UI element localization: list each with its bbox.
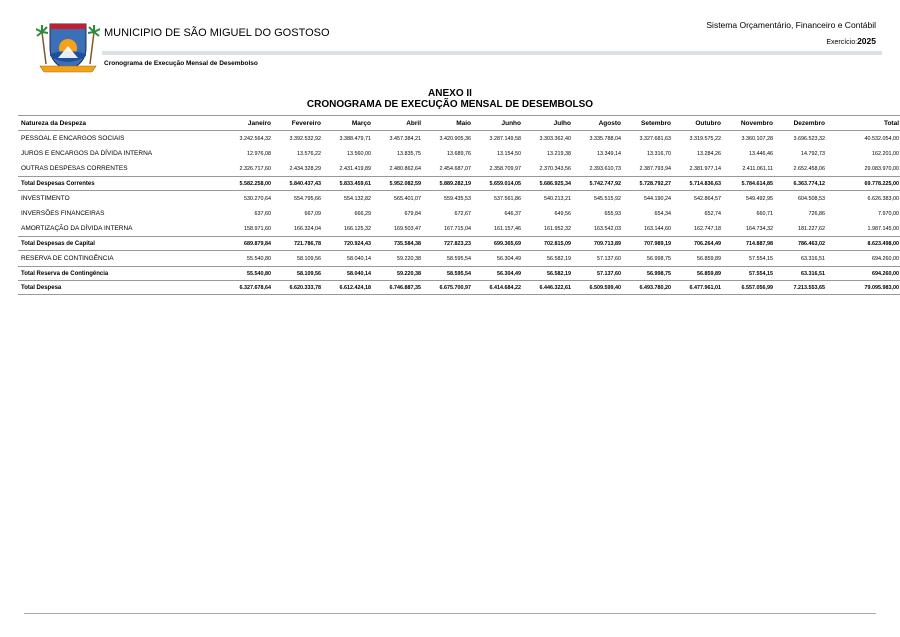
- subtotal-row: [18, 267, 900, 281]
- table-cell: 55.540,80: [218, 267, 274, 281]
- column-header: Maio: [424, 116, 474, 131]
- column-header: Total: [828, 116, 900, 131]
- table-cell: 5.784.614,85: [724, 177, 776, 191]
- table-cell: 162.201,00: [872, 150, 899, 157]
- row-label: OUTRAS DESPESAS CORRENTES: [21, 165, 128, 172]
- table-cell: 7.213.553,65: [776, 281, 828, 295]
- table-cell: 162.747,18: [694, 225, 721, 232]
- table-cell: 56.998,75: [647, 255, 671, 262]
- table-cell: 58.109,56: [297, 255, 321, 262]
- table-cell: 13.349,14: [597, 150, 621, 157]
- table-cell: 5.714.836,63: [674, 177, 724, 191]
- subtotal-row: [18, 177, 900, 191]
- table-cell: 537.561,86: [494, 195, 521, 202]
- column-header: Agosto: [574, 116, 624, 131]
- row-label: PESSOAL E ENCARGOS SOCIAIS: [21, 135, 125, 142]
- column-header: Outubro: [674, 116, 724, 131]
- table-cell: 6.620.333,78: [274, 281, 324, 295]
- table-cell: 666,29: [354, 210, 371, 217]
- table-cell: 59.220,38: [374, 267, 424, 281]
- table-cell: 679,84: [404, 210, 421, 217]
- table-cell: 542.864,57: [694, 195, 721, 202]
- table-cell: 56.859,89: [697, 255, 721, 262]
- table-cell: 12.976,08: [247, 150, 271, 157]
- table-cell: 58.595,54: [424, 267, 474, 281]
- row-label: AMORTIZAÇÃO DA DÍVIDA INTERNA: [21, 225, 133, 232]
- table-cell: 167.715,04: [444, 225, 471, 232]
- table-cell: 57.137,60: [597, 255, 621, 262]
- table-cell: 540.213,21: [544, 195, 571, 202]
- table-cell: 2.480.862,64: [389, 165, 421, 172]
- table-cell: 13.560,00: [347, 150, 371, 157]
- table-cell: 2.454.687,07: [439, 165, 471, 172]
- table-cell: 3.696.523,32: [793, 135, 825, 142]
- table-cell: 6.626.383,00: [867, 195, 899, 202]
- row-label: Total Despesas de Capital: [18, 237, 218, 251]
- table-cell: 56.304,49: [474, 267, 524, 281]
- table-cell: 637,60: [254, 210, 271, 217]
- table-cell: 181.227,62: [798, 225, 825, 232]
- subtotal-row: [18, 281, 900, 295]
- table-cell: 3.457.384,21: [389, 135, 421, 142]
- column-header: Setembro: [624, 116, 674, 131]
- table-cell: 3.242.564,32: [239, 135, 271, 142]
- table-cell: 166.324,04: [294, 225, 321, 232]
- table-cell: 163.542,03: [594, 225, 621, 232]
- table-cell: 6.446.322,61: [524, 281, 574, 295]
- table-cell: 3.303.362,40: [539, 135, 571, 142]
- table-cell: 5.952.082,59: [374, 177, 424, 191]
- table-cell: 2.434.328,29: [289, 165, 321, 172]
- row-label: RESERVA DE CONTINGÊNCIA: [21, 255, 114, 262]
- table-cell: 58.109,56: [274, 267, 324, 281]
- table-cell: 2.326.717,60: [239, 165, 271, 172]
- table-cell: 6.327.678,64: [218, 281, 274, 295]
- table-cell: 63.316,51: [801, 255, 825, 262]
- table-cell: 13.154,50: [497, 150, 521, 157]
- table-cell: 2.387.793,94: [639, 165, 671, 172]
- table-row: [18, 161, 900, 177]
- table-cell: 2.358.709,97: [489, 165, 521, 172]
- exercise-value: 2025: [857, 36, 876, 46]
- municipal-crest-logo: [36, 18, 100, 74]
- table-cell: 13.446,46: [749, 150, 773, 157]
- table-cell: 57.554,15: [749, 255, 773, 262]
- table-header-row: [18, 116, 900, 131]
- table-cell: 554.132,82: [344, 195, 371, 202]
- table-cell: 559.435,53: [444, 195, 471, 202]
- table-cell: 1.987.145,00: [867, 225, 899, 232]
- table-cell: 57.554,15: [724, 267, 776, 281]
- table-cell: 5.889.282,19: [424, 177, 474, 191]
- document-title: CRONOGRAMA DE EXECUÇÃO MENSAL DE DESEMBOLSO: [306, 99, 594, 110]
- disbursement-schedule-table: [18, 115, 900, 295]
- table-cell: 169.503,47: [394, 225, 421, 232]
- table-cell: 2.381.977,14: [689, 165, 721, 172]
- table-cell: 79.095.983,00: [828, 281, 900, 295]
- table-cell: 2.652.458,06: [793, 165, 825, 172]
- table-cell: 166.125,32: [344, 225, 371, 232]
- table-cell: 726,86: [808, 210, 825, 217]
- table-cell: 655,93: [604, 210, 621, 217]
- table-cell: 2.393.610,73: [589, 165, 621, 172]
- column-header: Julho: [524, 116, 574, 131]
- table-row: [18, 131, 900, 147]
- table-cell: 3.392.532,92: [289, 135, 321, 142]
- table-cell: 565.401,07: [394, 195, 421, 202]
- table-cell: 6.477.961,01: [674, 281, 724, 295]
- table-cell: 5.582.258,00: [218, 177, 274, 191]
- table-cell: 544.190,24: [644, 195, 671, 202]
- table-row: [18, 221, 900, 237]
- table-cell: 13.219,38: [547, 150, 571, 157]
- table-cell: 58.040,14: [324, 267, 374, 281]
- table-cell: 699.365,69: [474, 237, 524, 251]
- table-cell: 3.335.788,04: [589, 135, 621, 142]
- system-name: Sistema Orçamentário, Financeiro e Contábil: [706, 20, 876, 30]
- table-cell: 2.370.343,56: [539, 165, 571, 172]
- table-cell: 652,74: [704, 210, 721, 217]
- table-cell: 56.582,19: [547, 255, 571, 262]
- table-cell: 3.420.905,36: [439, 135, 471, 142]
- table-cell: 549.492,95: [746, 195, 773, 202]
- column-header: Janeiro: [218, 116, 274, 131]
- subtotal-row: [18, 237, 900, 251]
- table-cell: 5.728.792,27: [624, 177, 674, 191]
- table-cell: 55.540,80: [247, 255, 271, 262]
- table-cell: 721.786,78: [274, 237, 324, 251]
- column-header: Natureza da Despeza: [18, 116, 218, 131]
- table-cell: 58.040,14: [347, 255, 371, 262]
- table-cell: 5.833.459,61: [324, 177, 374, 191]
- table-cell: 163.144,60: [644, 225, 671, 232]
- table-cell: 694.260,00: [828, 267, 900, 281]
- footer-divider: [24, 613, 876, 614]
- table-cell: 6.557.056,99: [724, 281, 776, 295]
- table-cell: 6.675.700,97: [424, 281, 474, 295]
- table-cell: 720.924,43: [324, 237, 374, 251]
- table-cell: 735.584,38: [374, 237, 424, 251]
- table-cell: 5.742.747,92: [574, 177, 624, 191]
- table-cell: 654,34: [654, 210, 671, 217]
- table-cell: 5.659.014,05: [474, 177, 524, 191]
- table-cell: 8.623.498,00: [828, 237, 900, 251]
- table-row: [18, 191, 900, 207]
- row-label: INVESTIMENTO: [21, 195, 70, 202]
- table-cell: 6.746.887,35: [374, 281, 424, 295]
- table-cell: 158.971,60: [244, 225, 271, 232]
- table-cell: 13.576,22: [297, 150, 321, 157]
- table-cell: 69.778.225,00: [828, 177, 900, 191]
- column-header: Abril: [374, 116, 424, 131]
- table-cell: 702.815,09: [524, 237, 574, 251]
- table-cell: 7.970,00: [878, 210, 899, 217]
- table-cell: 56.582,19: [524, 267, 574, 281]
- table-cell: 2.431.419,89: [339, 165, 371, 172]
- table-cell: 13.835,75: [397, 150, 421, 157]
- table-cell: 554.795,66: [294, 195, 321, 202]
- table-cell: 694.260,00: [872, 255, 899, 262]
- column-header: Junho: [474, 116, 524, 131]
- table-cell: 13.284,26: [697, 150, 721, 157]
- column-header: Março: [324, 116, 374, 131]
- table-cell: 727.823,23: [424, 237, 474, 251]
- row-label: JUROS E ENCARGOS DA DÍVIDA INTERNA: [21, 150, 153, 157]
- table-cell: 2.411.061,11: [742, 165, 773, 172]
- table-cell: 6.509.599,40: [574, 281, 624, 295]
- table-cell: 5.840.437,43: [274, 177, 324, 191]
- table-row: [18, 146, 900, 161]
- table-cell: 63.316,51: [776, 267, 828, 281]
- table-cell: 29.083.970,00: [864, 165, 899, 172]
- exercise-year: [826, 36, 876, 46]
- table-cell: 3.319.575,22: [689, 135, 721, 142]
- table-cell: 3.360.107,28: [741, 135, 773, 142]
- column-header: Novembro: [724, 116, 776, 131]
- table-cell: 3.388.479,71: [339, 135, 371, 142]
- table-cell: 660,71: [756, 210, 773, 217]
- table-cell: 714.887,98: [724, 237, 776, 251]
- table-cell: 6.493.780,20: [624, 281, 674, 295]
- table-cell: 649,56: [554, 210, 571, 217]
- table-cell: 689.879,84: [218, 237, 274, 251]
- row-label: Total Reserva de Contingência: [18, 267, 218, 281]
- report-header: [0, 0, 900, 70]
- table-cell: 709.713,89: [574, 237, 624, 251]
- table-cell: 59.220,38: [397, 255, 421, 262]
- table-cell: 56.304,49: [497, 255, 521, 262]
- table-cell: 3.287.149,58: [489, 135, 521, 142]
- table-row: [18, 206, 900, 221]
- table-cell: 164.734,32: [746, 225, 773, 232]
- table-cell: 14.792,73: [801, 150, 825, 157]
- table-row: [18, 251, 900, 267]
- column-header: Fevereiro: [274, 116, 324, 131]
- column-header: Dezembro: [776, 116, 828, 131]
- report-name: Cronograma de Execução Mensal de Desembolso: [104, 60, 258, 67]
- table-cell: 604.508,53: [798, 195, 825, 202]
- table-cell: 3.327.681,63: [639, 135, 671, 142]
- table-cell: 646,37: [504, 210, 521, 217]
- table-cell: 6.612.424,18: [324, 281, 374, 295]
- table-cell: 6.363.774,12: [776, 177, 828, 191]
- table-cell: 56.859,89: [674, 267, 724, 281]
- exercise-label: Exercício:: [826, 39, 858, 46]
- table-cell: 57.137,60: [574, 267, 624, 281]
- table-cell: 56.998,75: [624, 267, 674, 281]
- annex-label: ANEXO II: [428, 88, 472, 99]
- row-label: INVERSÕES FINANCEIRAS: [21, 210, 105, 217]
- table-cell: 530.270,64: [244, 195, 271, 202]
- table-cell: 667,09: [304, 210, 321, 217]
- table-cell: 161.157,46: [494, 225, 521, 232]
- row-label: Total Despesa: [18, 281, 218, 295]
- table-cell: 13.689,76: [447, 150, 471, 157]
- table-cell: 40.532.054,00: [864, 135, 899, 142]
- table-cell: 545.515,92: [594, 195, 621, 202]
- table-cell: 161.952,32: [544, 225, 571, 232]
- table-cell: 5.686.925,34: [524, 177, 574, 191]
- table-cell: 6.414.684,22: [474, 281, 524, 295]
- table-cell: 707.989,19: [624, 237, 674, 251]
- municipality-name: MUNICIPIO DE SÃO MIGUEL DO GOSTOSO: [104, 27, 330, 39]
- table-cell: 13.316,70: [647, 150, 671, 157]
- row-label: Total Despesas Correntes: [18, 177, 218, 191]
- table-cell: 786.463,02: [776, 237, 828, 251]
- table-cell: 706.264,49: [674, 237, 724, 251]
- table-cell: 58.595,54: [447, 255, 471, 262]
- table-cell: 672,67: [454, 210, 471, 217]
- header-divider: [102, 51, 882, 55]
